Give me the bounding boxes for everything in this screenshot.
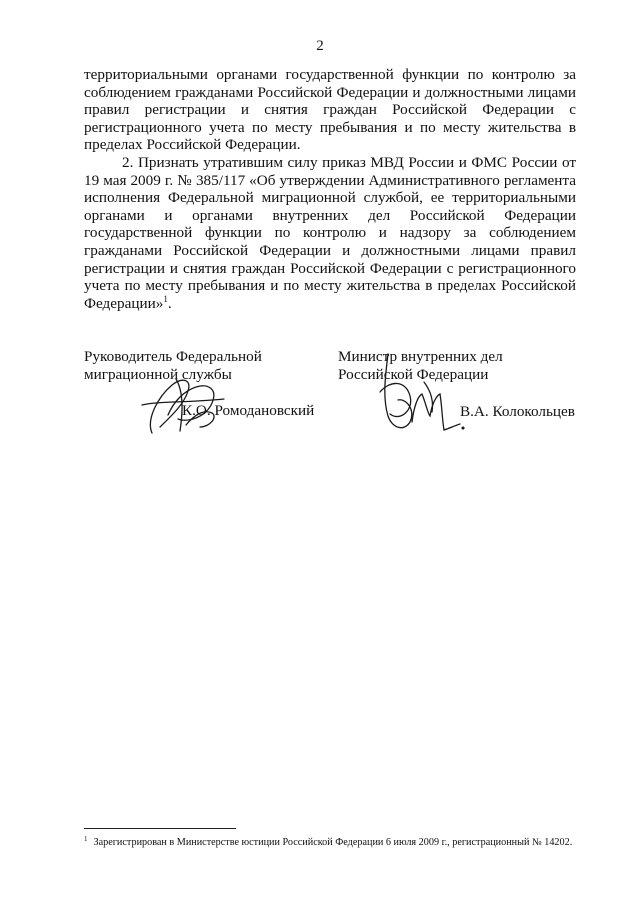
footnote-text: Зарегистрирован в Министерстве юстиции Российской Федерации 6 июля 2009 г., регистрационный № 14202.: [93, 837, 573, 848]
left-signatory-name: К.О. Ромодановский: [182, 402, 315, 419]
paragraph-2: 2. Признать утратившим силу приказ МВД России и ФМС России от 19 мая 2009 г. № 385/117 «Об утверждении Административного регламента исполнения Федеральной миграционной службой, ее территориальными органами и органами внутренних дел Российской Федерации государственной функции по контролю и надзору за соблюдением гражданами Российской Федерации и должностными лицами правил регистрации и снятия граждан Российской Федерации с регистрационного учета по месту пребывания и по месту жительства в пределах Российской Федерации»$^1$.: [84, 153, 576, 312]
right-signatory-name: В.А. Колокольцев: [460, 403, 575, 420]
paragraph-continuation: территориальными органами государственной функции по контролю за соблюдением гражданами Российской Федерации и должностными лицами правил регистрации и снятия граждан Российской Федерации с регистрационного учета по месту пребывания и по месту жительства в пределах Российской Федерации.: [84, 66, 576, 154]
right-title-line-1: Министр внутренних дел: [338, 348, 503, 365]
footnote-reference: 1: [163, 293, 168, 304]
footnote-separator: [84, 828, 236, 829]
left-title-line-1: Руководитель Федеральной: [84, 348, 262, 365]
right-handwritten-signature: [370, 352, 466, 438]
footnote-number: 1: [84, 834, 88, 843]
footnote: [84, 836, 578, 850]
page-number: 2: [316, 38, 324, 54]
left-title-line-2: миграционной службы: [84, 366, 232, 383]
paragraph-2-text: 2. Признать утратившим силу приказ МВД России и ФМС России от 19 мая 2009 г. № 385/117 «Об утверждении Административного регламента исполнения Федеральной миграционной службой, ее территориальными органами и органами внутренних дел Российской Федерации государственной функции по контролю и надзору за соблюдением гражданами Российской Федерации и должностными лицами правил регистрации и снятия граждан Российской Федерации с регистрационного учета по месту пребывания и по месту жительства в пределах Российской Федерации»: [84, 153, 576, 312]
document-body: [84, 66, 576, 312]
right-title-line-2: Российской Федерации: [338, 366, 489, 383]
